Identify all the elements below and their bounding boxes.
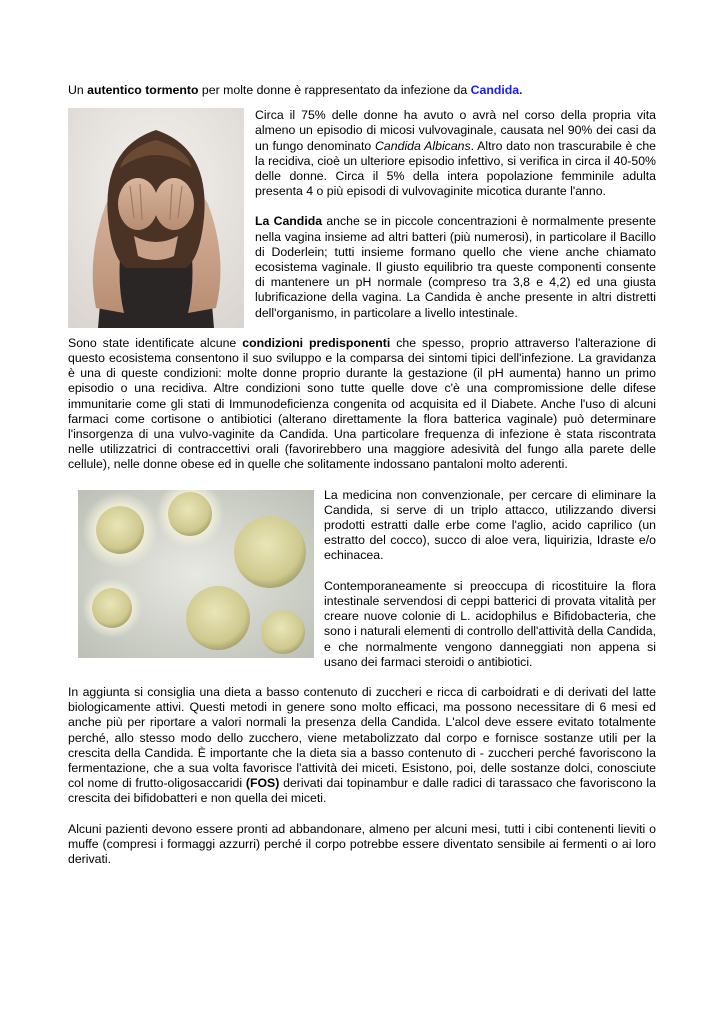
intro-line [68, 83, 656, 98]
woman-photo [68, 108, 244, 328]
intro-text-2: per molte donne è rappresentato da infezione da [198, 83, 471, 97]
para6-text: In aggiunta si consiglia una dieta a basso contenuto di zuccheri e ricca di carboidrati e di derivati del latte biologicamente attivi. Questi metodi in genere sono molto efficaci, ma possono necessitare di 6 mesi ed anche più per riportare a valori normali la presenza della Candida. L'alcol deve essere evitato totalmente perché, allo stesso modo dello zucchero, viene metabolizzato dal corpo e fornisce sostanze utili per la crescita della Candida. È importante che la dieta sia a basso contenuto di - zuccheri perché favoriscono la fermentazione, che a sua volta favorisce l'attività dei miceti. Esistono, poi, delle sostanze dolci, conosciute col nome di frutto-oligosaccaridi [68, 684, 656, 791]
intro-text: Un [68, 83, 88, 97]
candida-albicans-italic: Candida Albicans [375, 138, 471, 153]
paragraph-3 [68, 336, 656, 473]
document-page [68, 83, 656, 882]
candida-colonies-photo [78, 490, 314, 658]
paragraph-6 [68, 685, 656, 807]
candida-highlight: Candida. [470, 83, 523, 97]
para2-bold: La Candida [255, 214, 323, 229]
para3-bold: condizioni predisponenti [242, 335, 391, 350]
para1-text: Circa il 75% delle donne ha avuto o avrà nel corso della propria vita almeno un episodio di micosi vulvovaginale, causata nel 90% dei casi da un fungo denominato [255, 108, 656, 153]
paragraph-5: Contemporaneamente si preoccupa di ricostituire la flora intestinale servendosi di ceppi batterici di provata vitalità per creare nuove colonie di L. acidophilus e Bifidobacteria, che sono i naturali elementi di controllo dell'attività della Candida, e che normalmente vengono danneggiati non appena si usano dei farmaci steroidi o antibiotici. [324, 578, 656, 669]
para3-text: Sono state identificate alcune [68, 335, 243, 350]
para1-text-2: . Altro dato non trascurabile è che la recidiva, cioè un ulteriore episodio infettivo, si verifica in circa il 40-50% delle donne. Circa il 5% della intera popolazione femminile adulta presenta 4 o più episodi di vulvovaginite micotica durante l'anno. [255, 138, 657, 199]
intro-bold: autentico tormento [87, 83, 199, 97]
paragraph-4: La medicina non convenzionale, per cercare di eliminare la Candida, si serve di un triplo attacco, utilizzando diversi prodotti estratti dalle erbe come l'aglio, acido caprilico (un estratto del cocco), succo di aloe vera, liquirizia, Idraste e/o echinacea. [324, 487, 656, 563]
fos-bold: (FOS) [245, 776, 280, 791]
para3-text-2: che spesso, proprio attraverso l'alterazione di questo ecosistema consentono il suo sviluppo e la comparsa dei sintomi tipici dell'infezione. La gravidanza è una di queste condizioni: molte donne proprio durante la gestazione (il pH aumenta) hanno un primo episodio o una recidiva. Altre condizioni sono tutte quelle dove c'è una compromissione delle difese immunitarie come gli stati di Immunodeficienza congenita od acquisita ed il Diabete. Anche l'uso di alcuni farmaci come cortisone o antibiotici (alterano direttamente la flora batterica vaginale) può determinare l'insorgenza di una vulvo-vaginite da Candida. Una particolare frequenza di infezione è stata riscontrata nelle utilizzatrici di contraccettivi orali (favorirebbero una maggiore adesività del fungo alla parete delle cellule), nelle donne obese ed in quelle che solitamente indossano pantaloni molto aderenti. [68, 335, 657, 472]
paragraph-7: Alcuni pazienti devono essere pronti ad abbandonare, almeno per alcuni mesi, tutti i cibi contenenti lieviti o muffe (compresi i formaggi azzurri) perché il corpo potrebbe essere diventato sensibile ai fermenti o ai loro derivati. [68, 821, 656, 866]
para6-text-2: derivati dai topinambur e dalle radici di tarassaco che favoriscono la crescita dei bifidobatteri e non quella dei miceti. [68, 776, 656, 806]
para2-text: anche se in piccole concentrazioni è normalmente presente nella vagina insieme ad altri batteri (più numerosi), in particolare il Bacillo di Doderlein; tutti insieme formano quello che viene anche chiamato ecosistema vaginale. Il giusto equilibrio tra queste componenti consente di mantenere un pH normale (compreso tra 3,8 e 4,2) ed una giusta lubrificazione della vagina. La Candida è anche presente in altri distretti dell'organismo, in particolare a livello intestinale. [255, 214, 656, 320]
